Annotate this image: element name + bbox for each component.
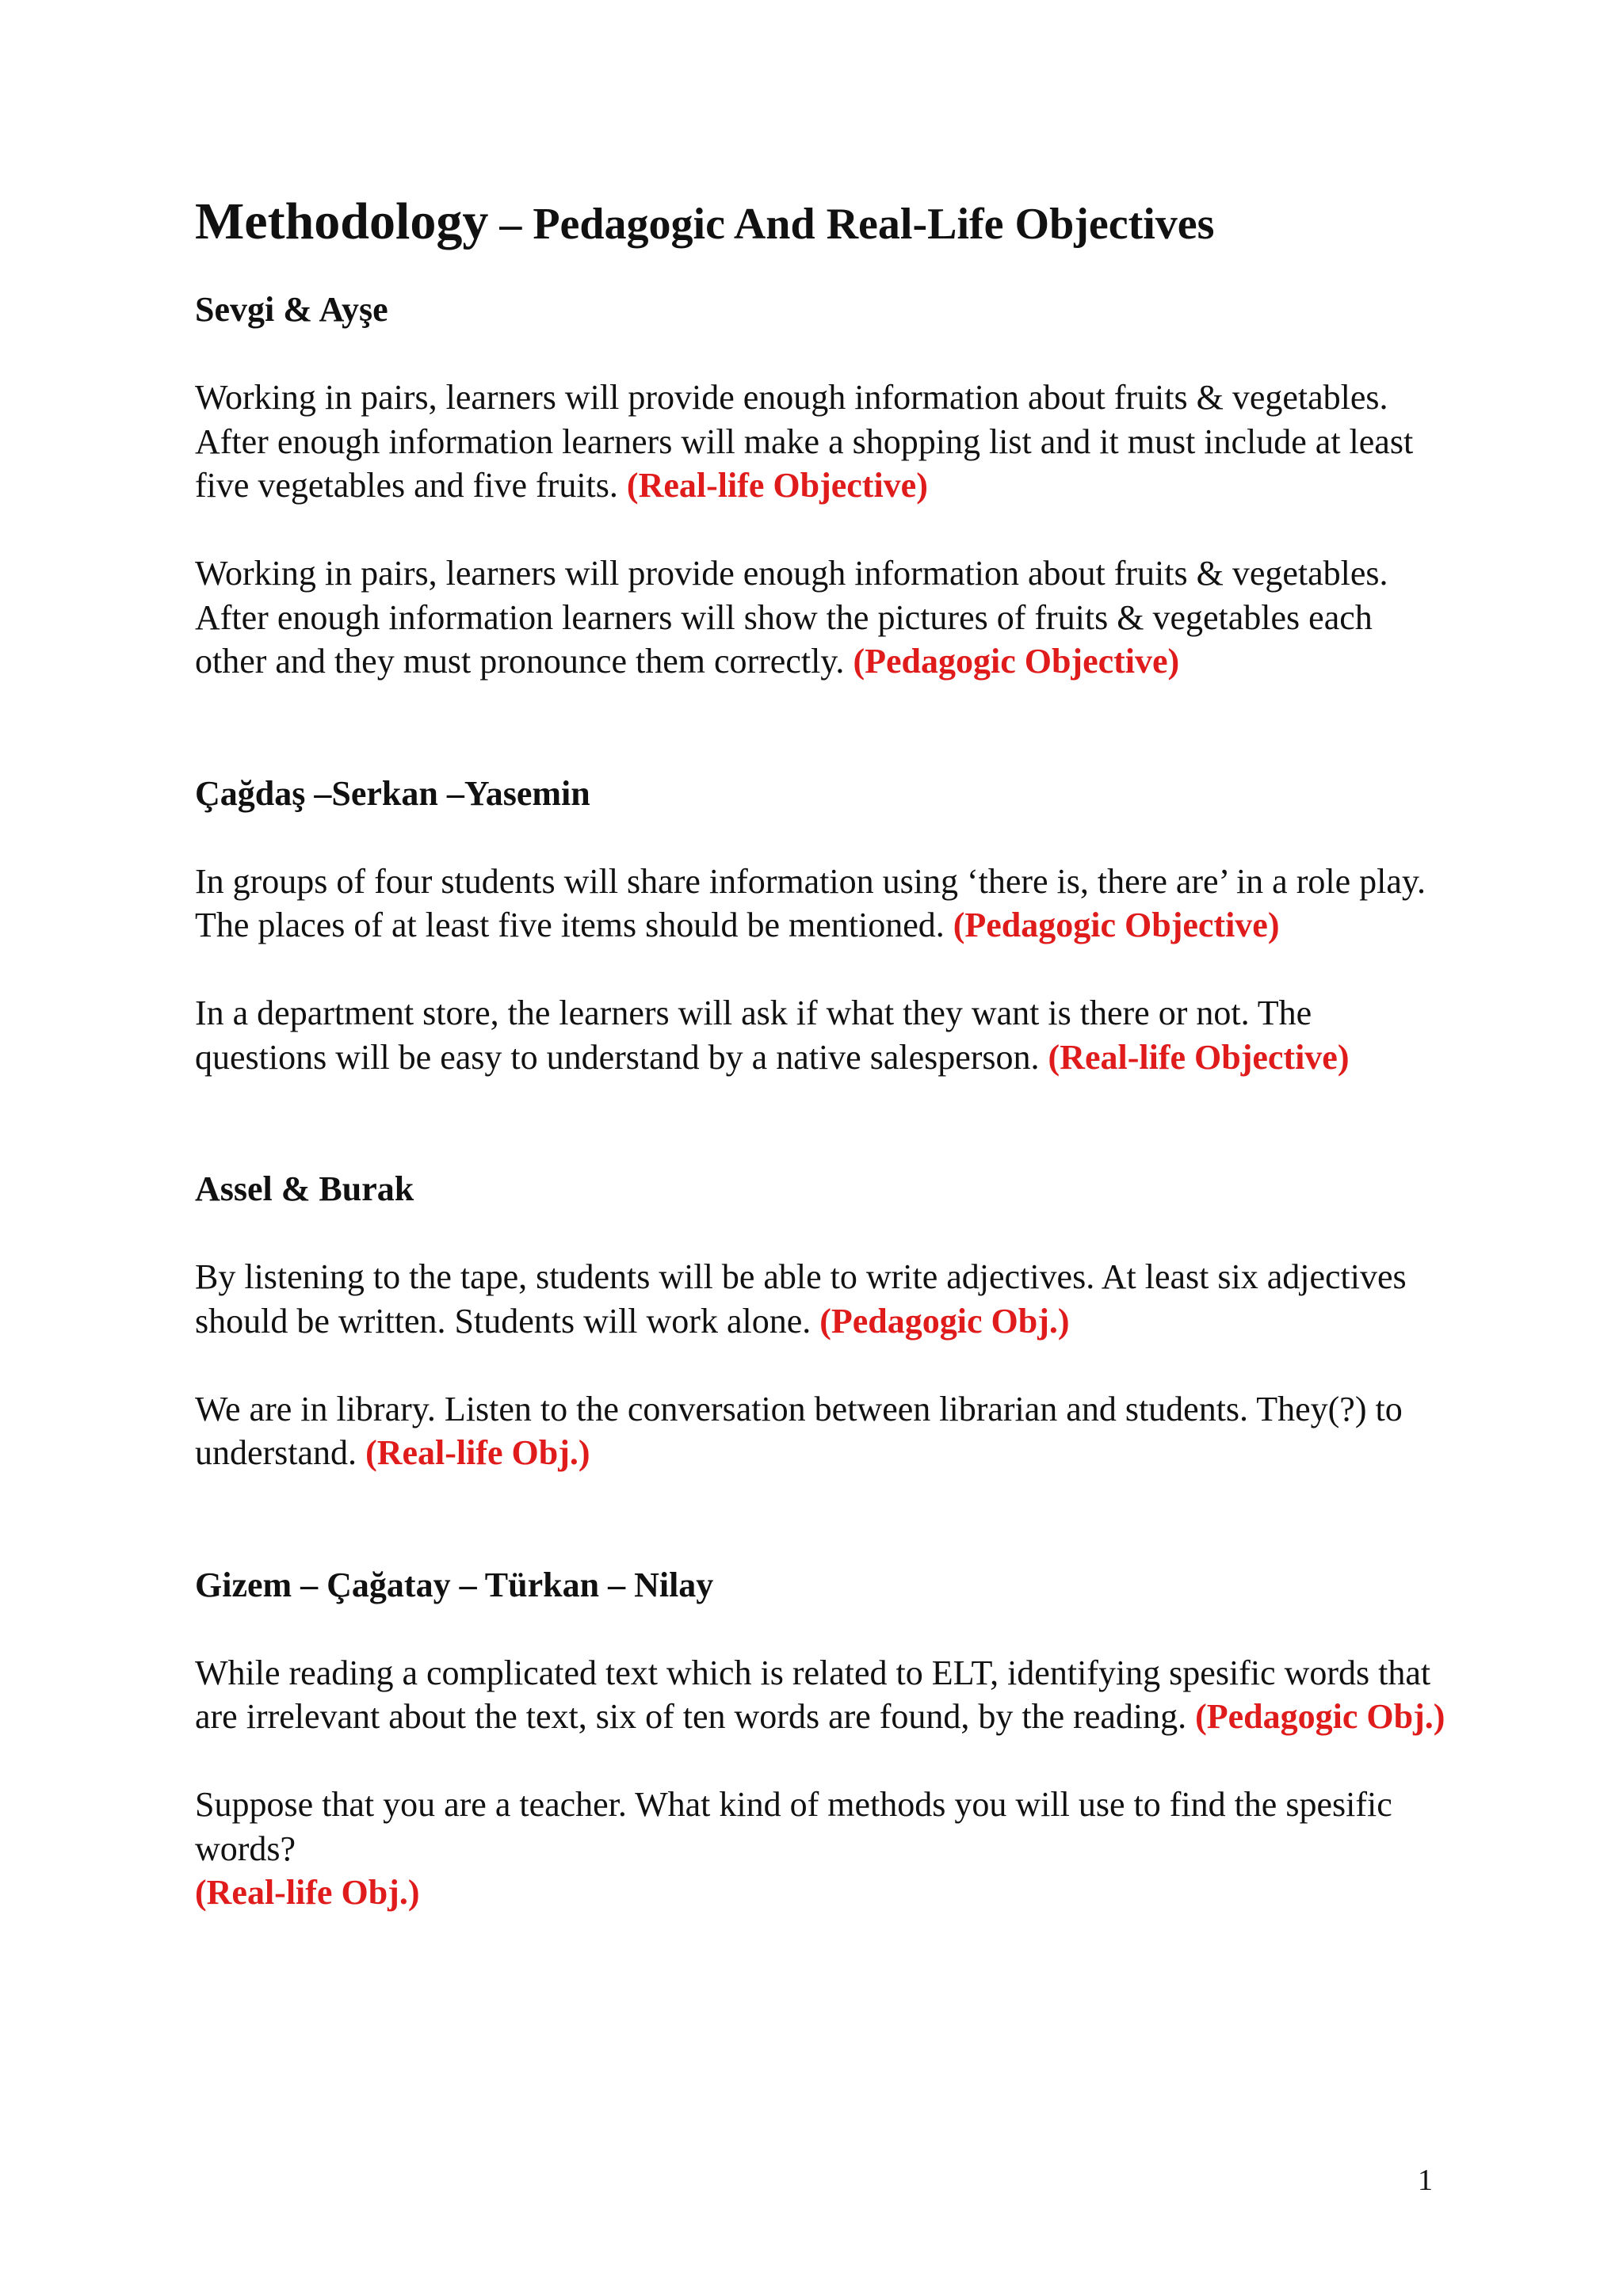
paragraph-text: We are in library. Listen to the conversation between librarian and students. They(?) to understand. (195, 1389, 1403, 1473)
page-number: 1 (1418, 2164, 1433, 2197)
objective-paragraph (195, 1387, 1447, 1475)
paragraph-text: Suppose that you are a teacher. What kind of methods you will use to find the spesific words? (195, 1785, 1392, 1868)
paragraph-text: Working in pairs, learners will provide enough information about fruits & vegetables. After enough information learners will show the pictures of fruits & vegetables each other and they must pronounce them correctly. (195, 554, 1388, 681)
objective-label: (Real-life Objective) (1048, 1037, 1350, 1077)
objective-label: (Pedagogic Obj.) (1195, 1697, 1445, 1737)
page-content (195, 190, 1447, 1915)
paragraph-text: By listening to the tape, students will be able to write adjectives. At least six adjectives should be written. Students will work alone. (195, 1257, 1407, 1341)
title-main: Methodology (195, 193, 489, 250)
objective-label: (Pedagogic Objective) (953, 906, 1280, 945)
paragraph-text: In a department store, the learners will ask if what they want is there or not. The questions will be easy to understand by a native salesperson. (195, 994, 1312, 1077)
objective-paragraph (195, 1651, 1447, 1739)
objective-paragraph (195, 991, 1447, 1079)
paragraph-text: In groups of four students will share information using ‘there is, there are’ in a role play. The places of at least five items should be mentioned. (195, 861, 1426, 945)
objective-label: (Real-life Obj.) (195, 1873, 420, 1913)
objective-paragraph (195, 376, 1447, 508)
objective-paragraph (195, 1255, 1447, 1343)
group-heading-sevgi-ayse: Sevgi & Ayşe (195, 290, 388, 330)
page-title (195, 190, 1447, 253)
group-heading-cagdas-serkan-yasemin: Çağdaş –Serkan –Yasemin (195, 773, 590, 813)
objective-label: (Pedagogic Obj.) (819, 1301, 1070, 1341)
objective-paragraph (195, 1783, 1447, 1915)
objective-label: (Pedagogic Objective) (853, 642, 1180, 681)
title-subtitle: – Pedagogic And Real-Life Objectives (488, 200, 1215, 249)
paragraph-text: Working in pairs, learners will provide enough information about fruits & vegetables. After enough information learners will make a shopping list and it must include at least five vegetables and five fruits. (195, 378, 1414, 505)
paragraph-text: While reading a complicated text which is related to ELT, identifying spesific words that are irrelevant about the text, six of ten words are found, by the reading. (195, 1653, 1431, 1737)
group-heading-assel-burak: Assel & Burak (195, 1169, 414, 1209)
group-heading-gizem-cagatay-turkan-nilay: Gizem – Çağatay – Türkan – Nilay (195, 1565, 714, 1604)
objective-label: (Real-life Objective) (626, 466, 928, 505)
objective-label: (Real-life Obj.) (365, 1433, 590, 1473)
objective-paragraph (195, 551, 1447, 684)
objective-paragraph (195, 860, 1447, 948)
